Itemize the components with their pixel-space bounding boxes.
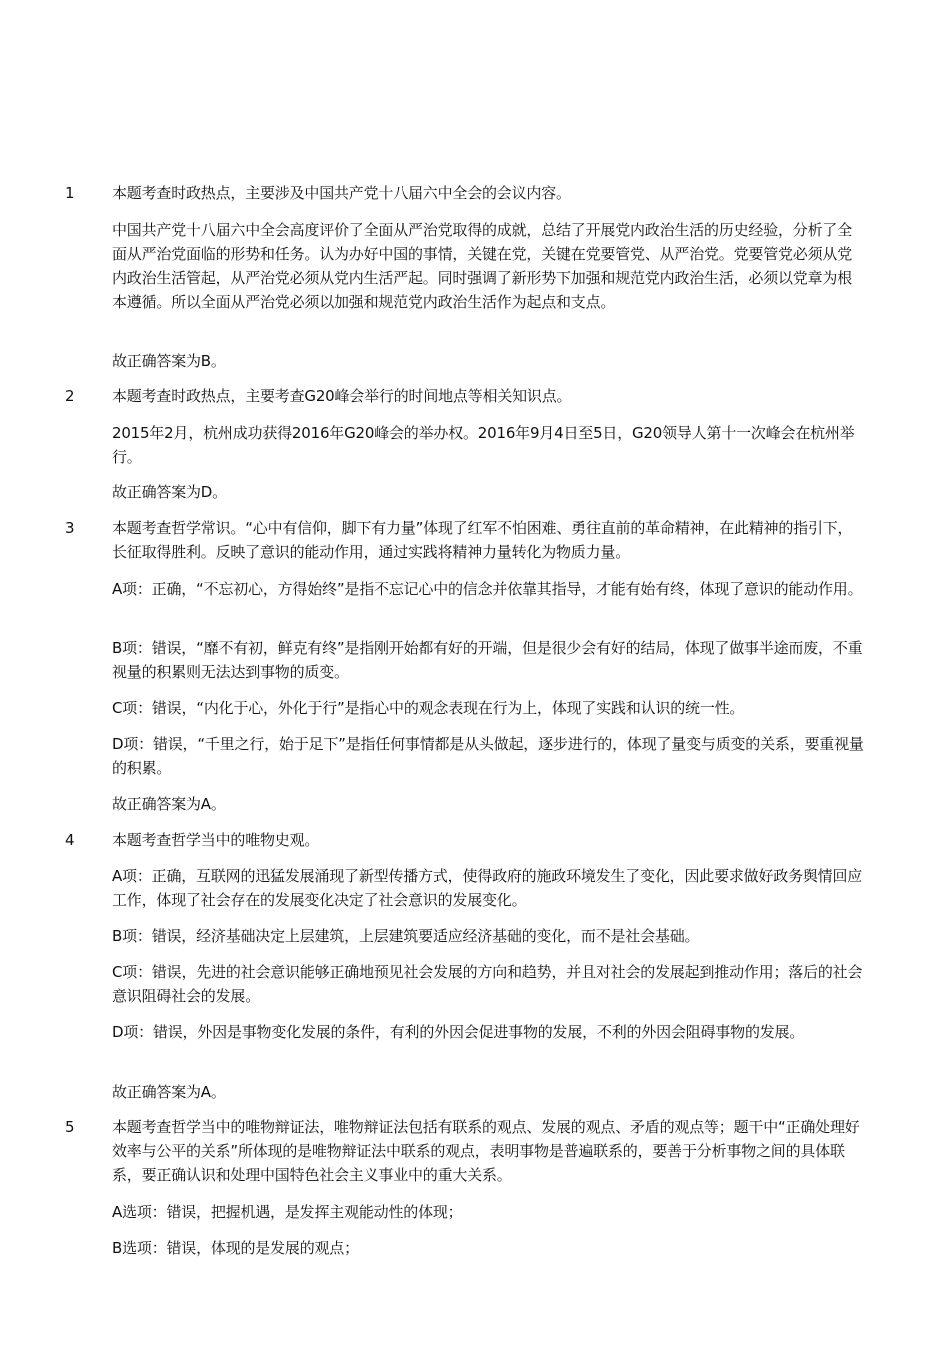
analysis-intro: 本题考查哲学常识。“心中有信仰，脚下有力量”体现了红军不怕困难、勇往直前的革命精神，在此精神的指引下，长征取得胜利。反映了意识的能动作用，通过实践将精神力量转化为物质力量。 bbox=[112, 519, 853, 561]
analysis-body: 2015年2月，杭州成功获得2016年G20峰会的举办权。2016年9月4日至5日，G20领导人第十一次峰会在杭州举行。 bbox=[112, 424, 855, 466]
option-d: D项：错误，“千里之行，始于足下”是指任何事情都是从头做起，逐步进行的，体现了量变与质变的关系，要重视量的积累。 bbox=[112, 735, 864, 777]
analysis-intro: 本题考查哲学当中的唯物辩证法，唯物辩证法包括有联系的观点、发展的观点、矛盾的观点等；题干中“正确处理好效率与公平的关系”所体现的是唯物辩证法中联系的观点，表明事物是普遍联系的，要善于分析事物之间的具体联系，要正确认识和处理中国特色社会主义事业中的重大关系。 bbox=[112, 1118, 860, 1184]
analysis-intro: 本题考查时政热点，主要涉及中国共产党十八届六中全会的会议内容。 bbox=[112, 184, 571, 202]
option-d: D项：错误，外因是事物变化发展的条件，有利的外因会促进事物的发展，不利的外因会阻碍事物的发展。 bbox=[112, 1023, 805, 1041]
question-number: 1 bbox=[65, 184, 75, 202]
option-a: A项：正确，互联网的迅猛发展涌现了新型传播方式，使得政府的施政环境发生了变化，因此要求做好政务舆情回应工作，体现了社会存在的发展变化决定了社会意识的发展变化。 bbox=[112, 867, 863, 909]
option-b: B项：错误，经济基础决定上层建筑，上层建筑要适应经济基础的变化，而不是社会基础。 bbox=[112, 927, 700, 945]
option-a: A项：正确，“不忘初心，方得始终”是指不忘记心中的信念并依靠其指导，才能有始有终，体现了意识的能动作用。 bbox=[112, 580, 863, 598]
question-number: 3 bbox=[65, 519, 75, 537]
answer-line: 故正确答案为A。 bbox=[112, 1083, 226, 1101]
option-c: C项：错误，先进的社会意识能够正确地预见社会发展的方向和趋势，并且对社会的发展起到推动作用；落后的社会意识阻碍社会的发展。 bbox=[112, 963, 863, 1005]
analysis-body: 中国共产党十八届六中全会高度评价了全面从严治党取得的成就，总结了开展党内政治生活的历史经验，分析了全面从严治党面临的形势和任务。认为办好中国的事情，关键在党，关键在党要管党、从严治党。党要管党必须从党内政治生活管起，从严治党必须从党内生活严起。同时强调了新形势下加强和规范党内政治生活，必须以党章为根本遵循。所以全面从严治党必须以加强和规范党内政治生活作为起点和支点。 bbox=[112, 221, 853, 311]
option-b: B选项：错误，体现的是发展的观点； bbox=[112, 1239, 359, 1257]
option-c: C项：错误，“内化于心，外化于行”是指心中的观念表现在行为上，体现了实践和认识的统一性。 bbox=[112, 699, 745, 717]
question-number: 4 bbox=[65, 831, 75, 849]
answer-line: 故正确答案为B。 bbox=[112, 352, 226, 370]
question-number: 2 bbox=[65, 387, 75, 405]
option-a: A选项：错误，把握机遇，是发挥主观能动性的体现； bbox=[112, 1203, 463, 1221]
analysis-intro: 本题考查时政热点，主要考查G20峰会举行的时间地点等相关知识点。 bbox=[112, 387, 572, 405]
answer-line: 故正确答案为A。 bbox=[112, 795, 226, 813]
option-b: B项：错误，“靡不有初，鲜克有终”是指刚开始都有好的开端，但是很少会有好的结局，体现了做事半途而废，不重视量的积累则无法达到事物的质变。 bbox=[112, 639, 863, 681]
analysis-intro: 本题考查哲学当中的唯物史观。 bbox=[112, 831, 320, 849]
answer-line: 故正确答案为D。 bbox=[112, 483, 227, 501]
question-number: 5 bbox=[65, 1118, 75, 1136]
